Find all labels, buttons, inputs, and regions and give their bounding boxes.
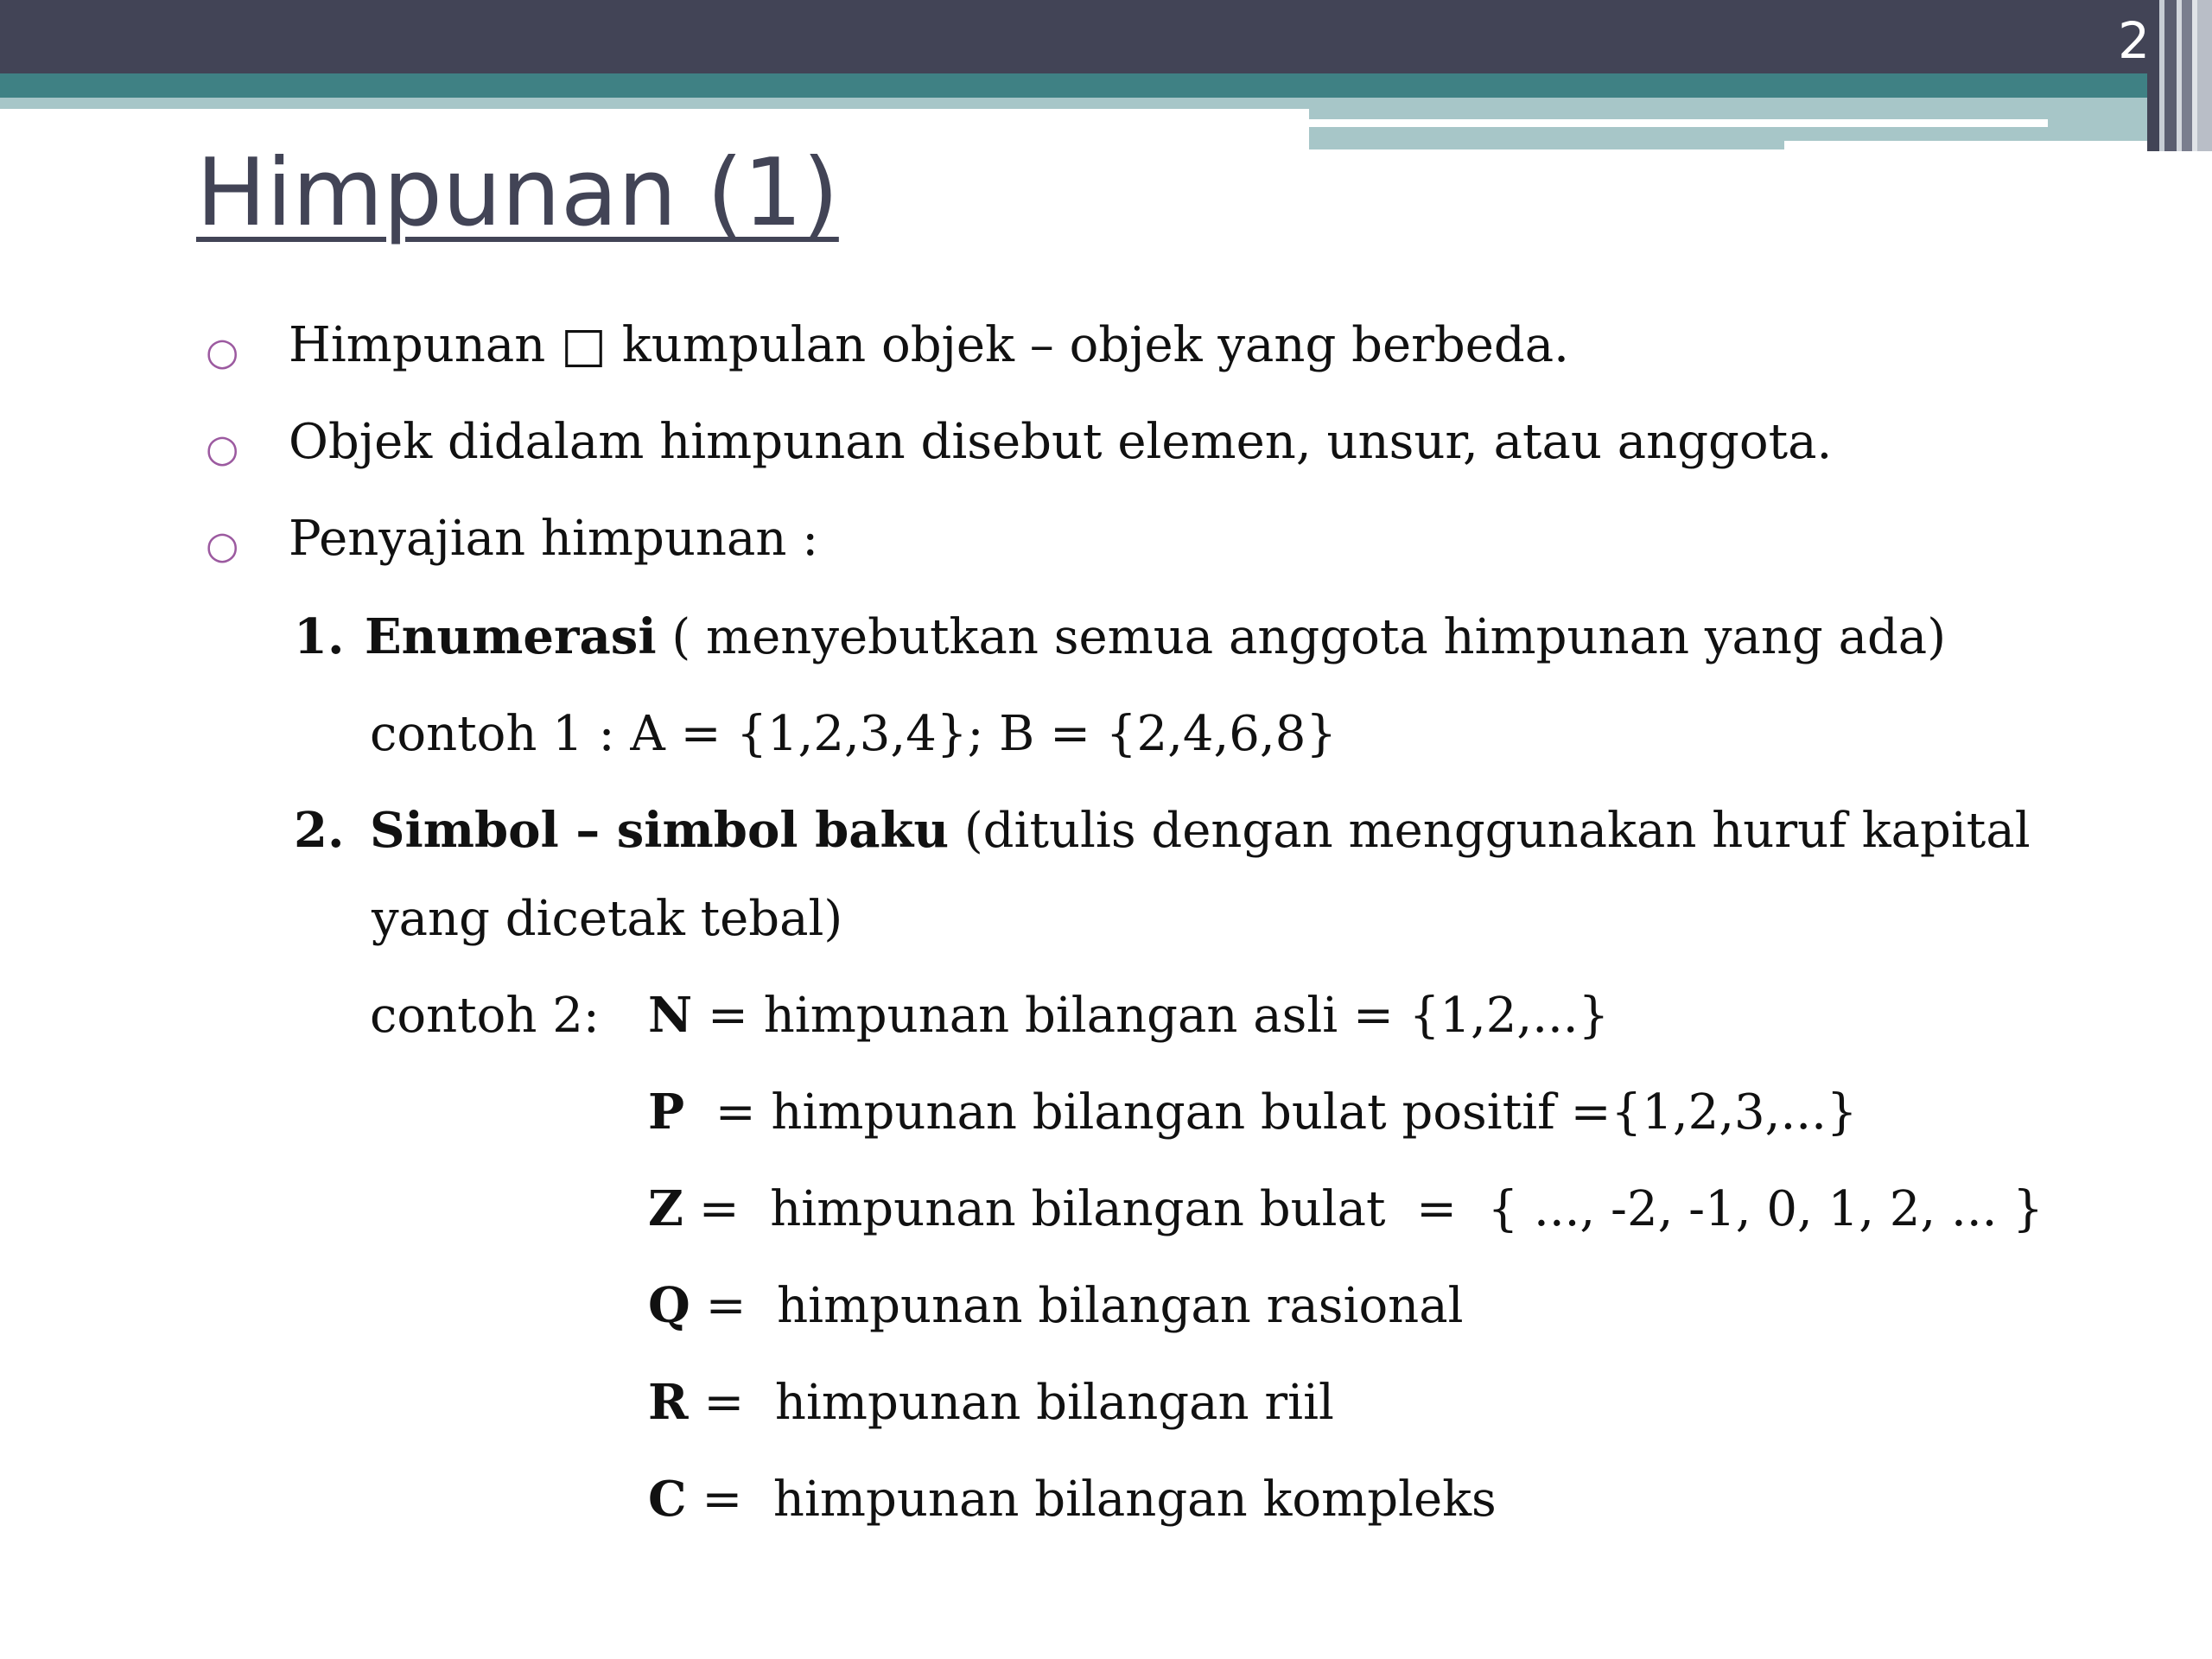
symbol-text: = himpunan bilangan bulat = { ..., -2, -1, 0, 1, 2, ... } xyxy=(683,1181,2044,1237)
list-item-heading xyxy=(365,608,1946,666)
list-item-bold: Enumerasi xyxy=(365,608,657,665)
list-item-text: ( menyebutkan semua anggota himpunan yang ada) xyxy=(656,609,1947,665)
bullet-marker-icon: ○ xyxy=(206,427,239,471)
symbol-definition xyxy=(648,1180,2044,1238)
symbol: N xyxy=(648,987,693,1044)
example-text: contoh 1 : A = {1,2,3,4}; B = {2,4,6,8} xyxy=(370,706,1337,762)
symbol-text: = himpunan bilangan rasional xyxy=(690,1278,1464,1334)
list-item-bold: Simbol – simbol baku xyxy=(370,802,950,859)
symbol: P xyxy=(648,1084,685,1141)
bullet-text: Himpunan □ kumpulan objek – objek yang berbeda. xyxy=(289,317,1569,373)
list-number: 1. xyxy=(294,608,345,665)
list-item-text-continued: yang dicetak tebal) xyxy=(372,891,843,947)
bullet-marker-icon: ○ xyxy=(206,524,239,568)
symbol-definition xyxy=(648,1084,1858,1141)
symbol: C xyxy=(648,1471,687,1528)
symbol-text: = himpunan bilangan riil xyxy=(688,1375,1334,1431)
list-item-text: (ditulis dengan menggunakan huruf kapital xyxy=(949,803,2031,859)
symbol-definition xyxy=(648,987,1609,1045)
symbol-text: = himpunan bilangan asli = {1,2,...} xyxy=(692,988,1610,1044)
slide-title: Himpunan (1) xyxy=(196,139,839,247)
list-number: 2. xyxy=(294,802,345,859)
symbol-definition xyxy=(648,1277,1464,1335)
symbol-definition xyxy=(648,1374,1334,1432)
symbol-definition xyxy=(648,1471,1497,1529)
symbol-text: = himpunan bilangan bulat positif ={1,2,3,...} xyxy=(684,1084,1858,1141)
symbol-text: = himpunan bilangan kompleks xyxy=(686,1471,1497,1528)
example-label: contoh 2: xyxy=(370,988,600,1044)
bullet-marker-icon: ○ xyxy=(206,330,239,374)
slide-number: 2 xyxy=(2118,11,2150,70)
symbol: Z xyxy=(648,1180,683,1237)
bullet-text: Objek didalam himpunan disebut elemen, unsur, atau anggota. xyxy=(289,414,1833,470)
symbol: Q xyxy=(648,1277,690,1334)
symbol: R xyxy=(648,1374,689,1431)
list-item-heading xyxy=(370,802,2031,860)
bullet-text: Penyajian himpunan : xyxy=(289,511,819,567)
